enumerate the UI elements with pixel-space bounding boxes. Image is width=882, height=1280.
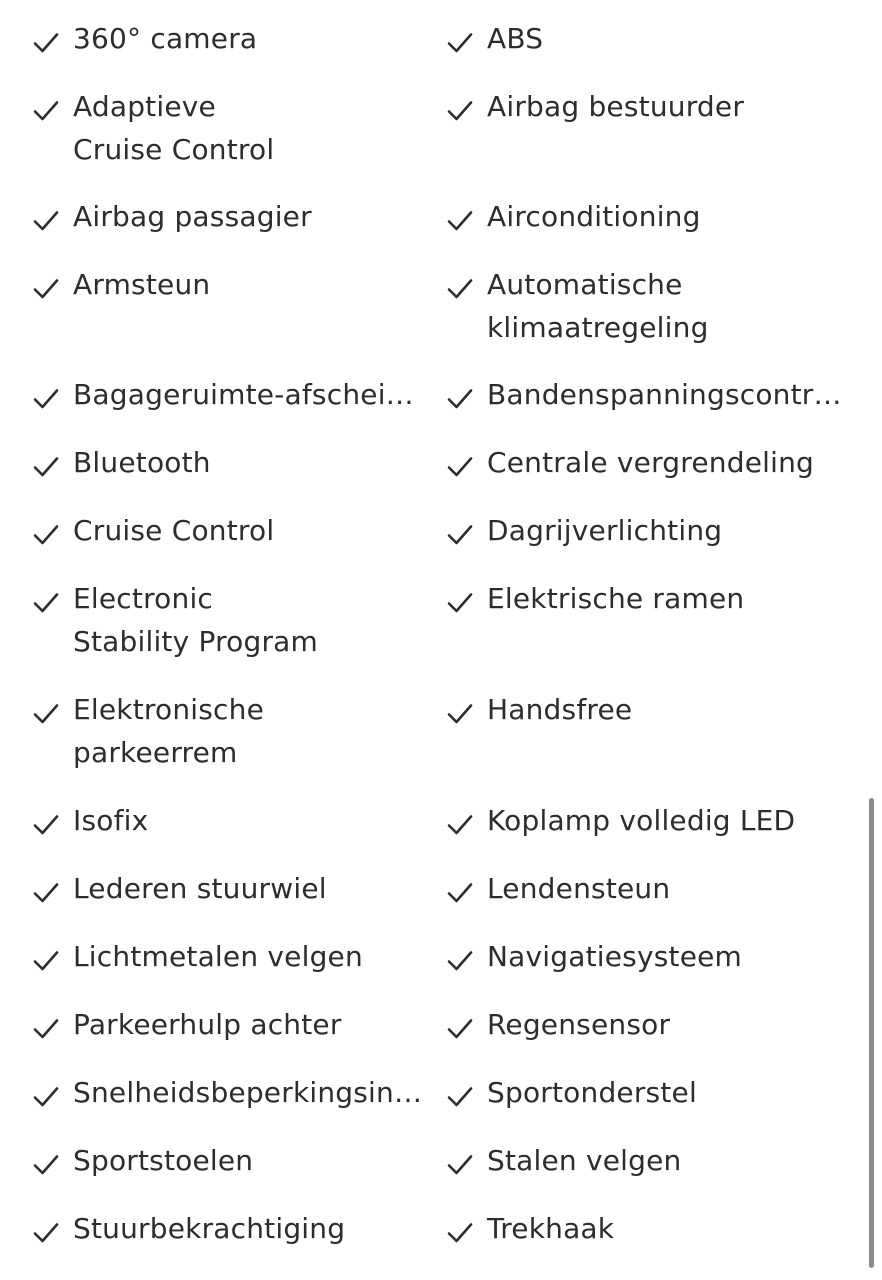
check-icon [446, 947, 474, 975]
feature-label: Cruise Control [73, 514, 275, 547]
feature-label: Lendensteun [487, 872, 671, 905]
check-icon [32, 97, 60, 125]
check-icon [446, 97, 474, 125]
feature-label: Adaptieve Cruise Control [73, 90, 275, 166]
feature-label: Sportonderstel [487, 1076, 697, 1109]
feature-item [446, 263, 854, 353]
check-icon [446, 589, 474, 617]
check-icon [32, 521, 60, 549]
feature-item [32, 263, 430, 353]
check-icon [446, 879, 474, 907]
feature-label: Navigatiesysteem [487, 940, 743, 973]
feature-item [32, 85, 430, 175]
feature-item [32, 1207, 430, 1267]
feature-label: Elektronische parkeerrem [73, 693, 264, 769]
feature-item [32, 688, 430, 778]
feature-label: Regensensor [487, 1008, 671, 1041]
check-icon [32, 1219, 60, 1247]
feature-label: Armsteun [73, 268, 211, 301]
scrollbar-thumb[interactable] [869, 798, 874, 1268]
feature-item [446, 688, 854, 778]
feature-label: Sportstoelen [73, 1144, 254, 1177]
feature-label: Snelheidsbeperkingsin… [73, 1076, 423, 1109]
feature-label: Elektrische ramen [487, 582, 745, 615]
check-icon [32, 947, 60, 975]
feature-label: Lederen stuurwiel [73, 872, 327, 905]
check-icon [446, 453, 474, 481]
check-icon [32, 811, 60, 839]
check-icon [446, 1015, 474, 1043]
feature-label: Stalen velgen [487, 1144, 682, 1177]
feature-label: Airconditioning [487, 200, 701, 233]
feature-label: Electronic Stability Program [73, 582, 319, 658]
check-icon [32, 385, 60, 413]
feature-label: Centrale vergrendeling [487, 446, 815, 479]
scrollbar[interactable] [868, 798, 876, 1268]
feature-label: ABS [487, 22, 544, 55]
check-icon [32, 275, 60, 303]
check-icon [32, 29, 60, 57]
check-icon [446, 275, 474, 303]
feature-label: Lichtmetalen velgen [73, 940, 363, 973]
feature-label: 360° camera [73, 22, 258, 55]
check-icon [32, 1015, 60, 1043]
feature-label: Stuurbekrachtiging [73, 1212, 346, 1245]
check-icon [446, 1083, 474, 1111]
feature-label: Dagrijverlichting [487, 514, 723, 547]
check-icon [446, 29, 474, 57]
check-icon [32, 589, 60, 617]
feature-label: Trekhaak [487, 1212, 615, 1245]
feature-item [446, 1207, 854, 1267]
check-icon [32, 879, 60, 907]
check-icon [32, 453, 60, 481]
check-icon [446, 811, 474, 839]
check-icon [446, 207, 474, 235]
feature-item [446, 85, 854, 175]
feature-label: Koplamp volledig LED [487, 804, 796, 837]
check-icon [446, 385, 474, 413]
feature-label: Bluetooth [73, 446, 211, 479]
feature-item [446, 577, 854, 667]
check-icon [446, 1151, 474, 1179]
feature-label: Airbag passagier [73, 200, 312, 233]
feature-label: Parkeerhulp achter [73, 1008, 342, 1041]
check-icon [446, 521, 474, 549]
feature-label: Isofix [73, 804, 149, 837]
feature-label: Automatische klimaatregeling [487, 268, 709, 344]
check-icon [32, 207, 60, 235]
feature-label: Bagageruimte-afschei… [73, 378, 414, 411]
feature-item [32, 577, 430, 667]
check-icon [32, 1083, 60, 1111]
check-icon [446, 700, 474, 728]
check-icon [446, 1219, 474, 1247]
check-icon [32, 700, 60, 728]
feature-label: Bandenspanningscontr… [487, 378, 842, 411]
feature-label: Airbag bestuurder [487, 90, 745, 123]
check-icon [32, 1151, 60, 1179]
feature-label: Handsfree [487, 693, 633, 726]
